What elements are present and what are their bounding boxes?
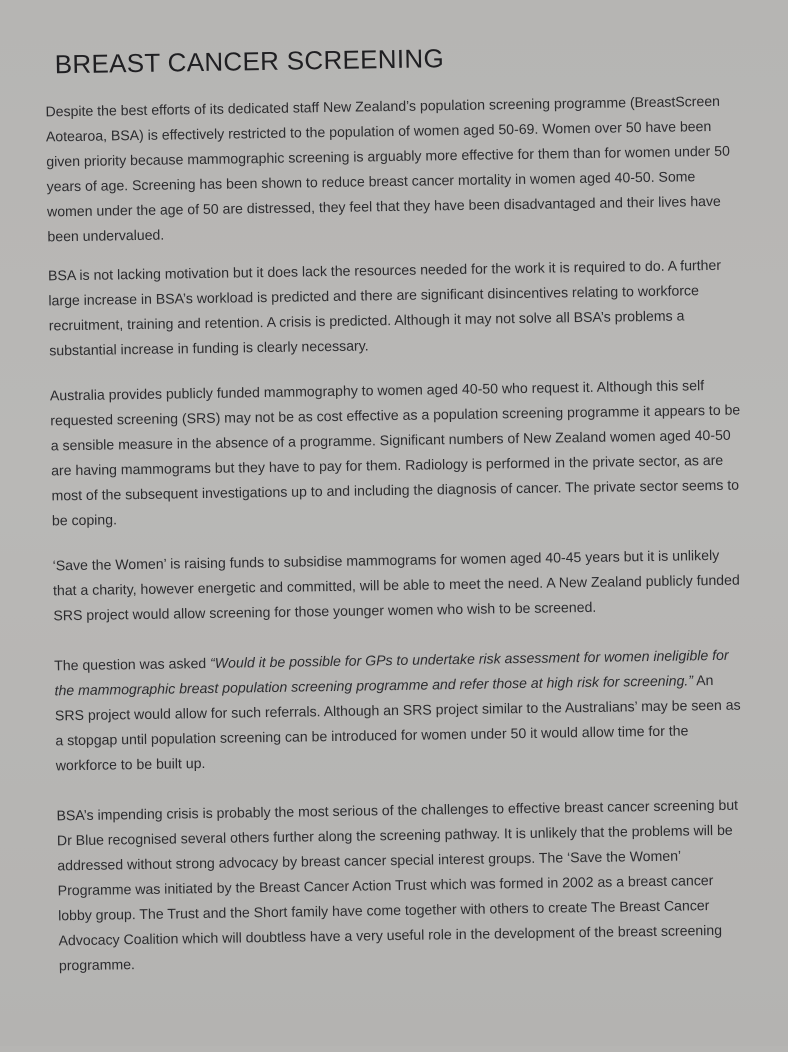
paragraph-rest-text: An SRS project would allow for such referrals. Although an SRS project similar to the Australians’ may be seen as a stopgap until population screening can be introduced for women under 50 it would allow time for the workforce to be built up. bbox=[54, 672, 741, 774]
paragraph-save-the-women: ‘Save the Women’ is raising funds to subsidise mammograms for women aged 40-45 years but it is unlikely that a charity, however energetic and committed, will be able to meet the need. A New Zealand publicly funded SRS project would allow screening for those younger women who wish to be screened. bbox=[52, 546, 740, 624]
paragraph-lead-text: The question was asked bbox=[54, 654, 211, 674]
page-title: BREAST CANCER SCREENING bbox=[54, 43, 445, 80]
paragraph-gp-question bbox=[54, 643, 746, 779]
paragraph-australia-srs: Australia provides publicly funded mammography to women aged 40-50 who request it. Although this self requested screening (SRS) may not be as cost effective as a population screening programme it appears to be a sensible measure in the absence of a programme. Significant numbers of New Zealand women aged 40-50 are having mammograms but they have to pay for them. Radiology is performed in the private sector, as are most of the subsequent investigations up to and including the diagnosis of cancer. The private sector seems to be coping. bbox=[49, 377, 741, 529]
paragraph-bsa-resources: BSA is not lacking motivation but it does lack the resources needed for the work it is required to do. A further large increase in BSA’s workload is predicted and there are significant disincentives relating to workforce recruitment, training and retention. A crisis is predicted. Although it may not solve all BSA’s problems a substantial increase in funding is clearly necessary. bbox=[47, 256, 722, 359]
paragraph-advocacy-coalition: BSA’s impending crisis is probably the most serious of the challenges to effective breast cancer screening but Dr Blue recognised several others further along the screening pathway. It is unlikely that the problems will be addressed without strong advocacy by breast cancer special interest groups. The ‘Save the Women’ Programme was initiated by the Breast Cancer Action Trust which was formed in 2002 as a breast cancer lobby group. The Trust and the Short family have come together with others to create The Breast Cancer Advocacy Coalition which will doubtless have a very useful role in the development of the breast screening programme. bbox=[56, 796, 739, 974]
quoted-question: “Would it be possible for GPs to undertake risk assessment for women ineligible for the mammographic breast population screening programme and refer those at high risk for screening.” bbox=[54, 646, 729, 699]
paragraph-bsa-restriction: Despite the best efforts of its dedicated staff New Zealand’s population screening programme (BreastScreen Aotearoa, BSA) is effectively restricted to the population of women aged 50-69. Women over 50 have been given priority because mammographic screening is arguably more effective for them than for women under 50 years of age. Screening has been shown to reduce breast cancer mortality in women aged 40-50. Some women under the age of 50 are distressed, they feel that they have been disadvantaged and their lives have been undervalued. bbox=[45, 92, 730, 245]
